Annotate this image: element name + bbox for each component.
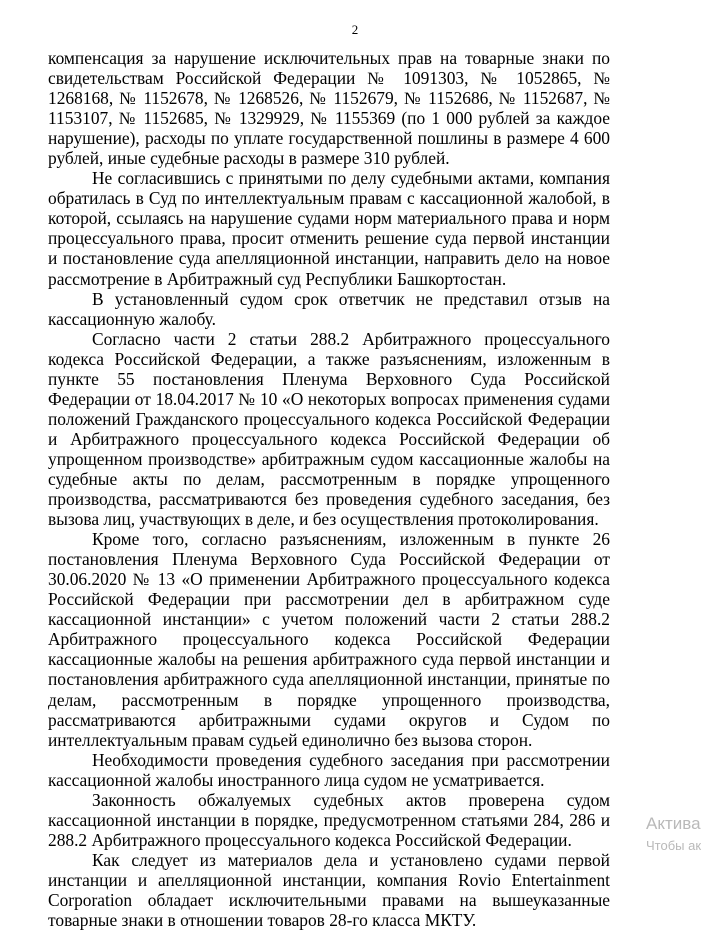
paragraph-compensation: компенсация за нарушение исключительных прав на товарные знаки по свидетельствам Российской Федерации № 1091303, № 1052865, № 1268168, № 1152678, № 1268526, № 1152679, № 1152686, № 1152687, № 1153107, № 1152685, № 1329929, № 1155369 (по 1 000 рублей за каждое нарушение), расходы по уплате государственной пошлины в размере 4 600 рублей, иные судебные расходы в размере 310 рублей. — [48, 48, 610, 169]
paragraph-no-hearing-needed: Необходимости проведения судебного заседания при рассмотрении кассационной жалобы иностранного лица судом не усматривается. — [48, 749, 610, 790]
paragraph-cassation-appeal: Не согласившись с принятыми по делу судебными актами, компания обратилась в Суд по интеллектуальным правам с кассационной жалобой, в которой, ссылаясь на нарушение судами норм материального права и норм процессуального права, просит отменить решение суда первой инстанции и постановление суда апелляционной инстанции, направить дело на новое рассмотрение в Арбитражный суд Республики Башкортостан. — [48, 168, 610, 289]
document-body — [48, 48, 610, 930]
paragraph-simplified-procedure: Согласно части 2 статьи 288.2 Арбитражного процессуального кодекса Российской Федерации, а также разъяснениям, изложенным в пункте 55 постановления Пленума Верховного Суда Российской Федерации от 18.04.2017 № 10 «О некоторых вопросах применения судами положений Гражданского процессуального кодекса Российской Федерации и Арбитражного процессуального кодекса Российской Федерации об упрощенном производстве» арбитражным судом кассационные жалобы на судебные акты по делам, рассмотренным в порядке упрощенного производства, рассматриваются без проведения судебного заседания, без вызова лиц, участвующих в деле, и без осуществления протоколирования. — [48, 328, 610, 530]
page-number: 2 — [351, 22, 359, 37]
paragraph-legality-review: Законность обжалуемых судебных актов проверена судом кассационной инстанции в порядке, предусмотренном статьями 284, 286 и 288.2 Арбитражного процессуального кодекса Российской Федерации. — [48, 789, 610, 850]
activation-watermark-title: Актива — [646, 814, 701, 833]
activation-watermark-subtitle: Чтобы ак — [646, 838, 702, 853]
paragraph-no-response: В установленный судом срок ответчик не представил отзыв на кассационную жалобу. — [48, 288, 610, 329]
paragraph-plenum-clarification: Кроме того, согласно разъяснениям, изложенным в пункте 26 постановления Пленума Верховного Суда Российской Федерации от 30.06.2020 № 13 «О применении Арбитражного процессуального кодекса Российской Федерации при рассмотрении дел в арбитражном суде кассационной инстанции» с учетом положений части 2 статьи 288.2 Арбитражного процессуального кодекса Российской Федерации кассационные жалобы на решения арбитражного суда первой инстанции и постановления арбитражного суда апелляционной инстанции, принятые по делам, рассмотренным в порядке упрощенного производства, рассматриваются арбитражными судами округов и Судом по интеллектуальным правам судьей единолично без вызова сторон. — [48, 529, 610, 750]
paragraph-case-materials: Как следует из материалов дела и установлено судами первой инстанции и апелляционной инстанции, компания Rovio Entertainment Corporation обладает исключительными правами на вышеуказанные товарные знаки в отношении товаров 28-го класса МКТУ. — [48, 849, 610, 930]
